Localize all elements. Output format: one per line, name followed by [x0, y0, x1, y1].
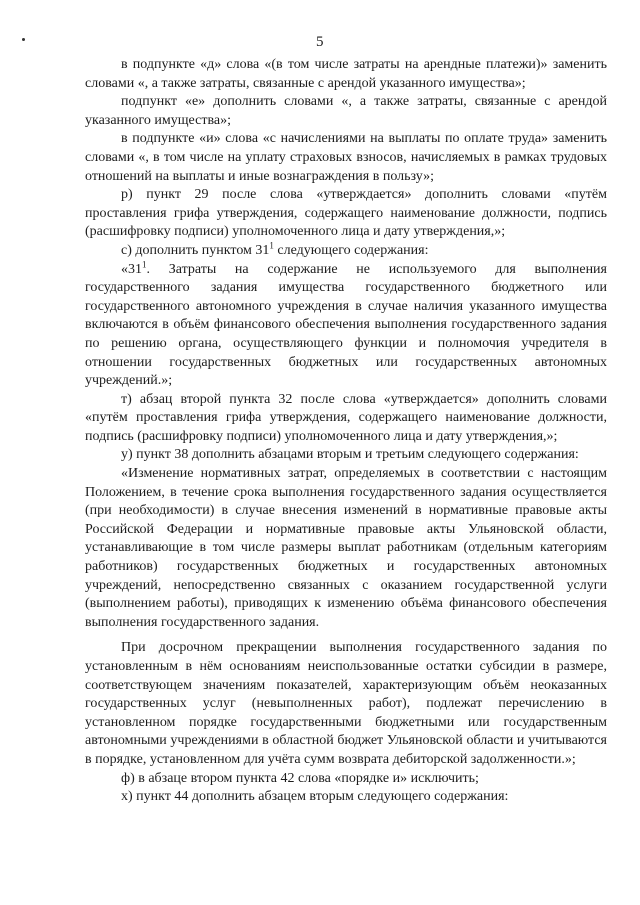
paragraph-t	[85, 391, 607, 447]
document-body	[85, 56, 607, 807]
paragraph-r	[85, 186, 607, 242]
paragraph-text: р) пункт 29 после слова «утверждается» дополнить словами «путём проставления грифа утверждения, содержащего наименование должности, подпись (расшифровку подписи) уполномоченного лица и дату утверждения,»;	[85, 187, 607, 240]
paragraph-u	[85, 446, 607, 465]
paragraph-text-tail: следующего содержания:	[273, 242, 429, 258]
paragraph-text-tail: . Затраты на содержание не используемого для выполнения государственного задания имущества государственного бюджетного или государственного автономного учреждения в случае наличия указанного имущества включаются в объём финансового обеспечения выполнения государственного задания по решению органа, осуществляющего функции и полномочия учредителя в отношении государственных бюджетных или государственных автономных учреждений.»;	[85, 261, 607, 389]
paragraph-e	[85, 93, 607, 130]
superscript: 1	[269, 240, 274, 251]
paragraph-f	[85, 770, 607, 789]
paragraph-text: х) пункт 44 дополнить абзацем вторым следующего содержания:	[121, 789, 509, 805]
paragraph-text: т) абзац второй пункта 32 после слова «утверждается» дополнить словами «путём проставления грифа утверждения, содержащего наименование должности, подпись (расшифровку подписи) уполномоченного лица и дату утверждения,»;	[85, 391, 607, 444]
paragraph-text: подпункт «е» дополнить словами «, а также затраты, связанные с арендой указанного имущества»;	[85, 94, 607, 128]
paragraph-change-norms	[85, 465, 607, 632]
paragraph-s	[85, 242, 607, 261]
paragraph-early-termination	[85, 639, 607, 769]
paragraph-i	[85, 130, 607, 186]
paragraph-kh	[85, 788, 607, 807]
paragraph-text: в подпункте «и» слова «с начислениями на выплаты по оплате труда» заменить словами «, в том числе на уплату страховых взносов, начисляемых в рамках трудовых отношений на выплаты и иные вознаграждения в пользу»;	[85, 131, 607, 184]
paragraph-text: При досрочном прекращении выполнения государственного задания по установленным в нём основаниям неиспользованные остатки субсидии в размере, соответствующем значениям показателей, характеризующим объём неоказанных государственных услуг (невыполненных работ), подлежат перечислению в установленном порядке государственными бюджетными или государственным автономными учреждениями в областной бюджет Ульяновской области и учитываются в порядке, установленном для учёта сумм возврата дебиторской задолженности.»;	[85, 640, 607, 767]
paragraph-text: ф) в абзаце втором пункта 42 слова «порядке и» исключить;	[121, 770, 479, 786]
paragraph-text: в подпункте «д» слова «(в том числе затраты на арендные платежи)» заменить словами «, а также затраты, связанные с арендой указанного имущества»;	[85, 57, 607, 91]
page-number: 5	[316, 34, 324, 50]
paragraph-31-1	[85, 258, 607, 391]
superscript: 1	[142, 258, 147, 269]
paragraph-d	[85, 56, 607, 93]
paragraph-text: «Изменение нормативных затрат, определяемых в соответствии с настоящим Положением, в течение срока выполнения государственного задания осуществляется (при необходимости) в случае внесения изменений в нормативные правовые акты Российской Федерации и нормативные правовые акты Ульяновской области, устанавливающие в том числе размеры выплат работникам (отдельным категориям работников) государственных бюджетных и государственных автономных учреждений, непосредственно связанных с оказанием государственной услуги (выполнением работы), приводящих к изменению объёма финансового обеспечения выполнения государственного задания.	[85, 466, 607, 630]
paragraph-text: у) пункт 38 дополнить абзацами вторым и третьим следующего содержания:	[121, 447, 579, 463]
paragraph-text: «31	[121, 261, 142, 277]
paragraph-text: с) дополнить пунктом 31	[121, 242, 270, 258]
